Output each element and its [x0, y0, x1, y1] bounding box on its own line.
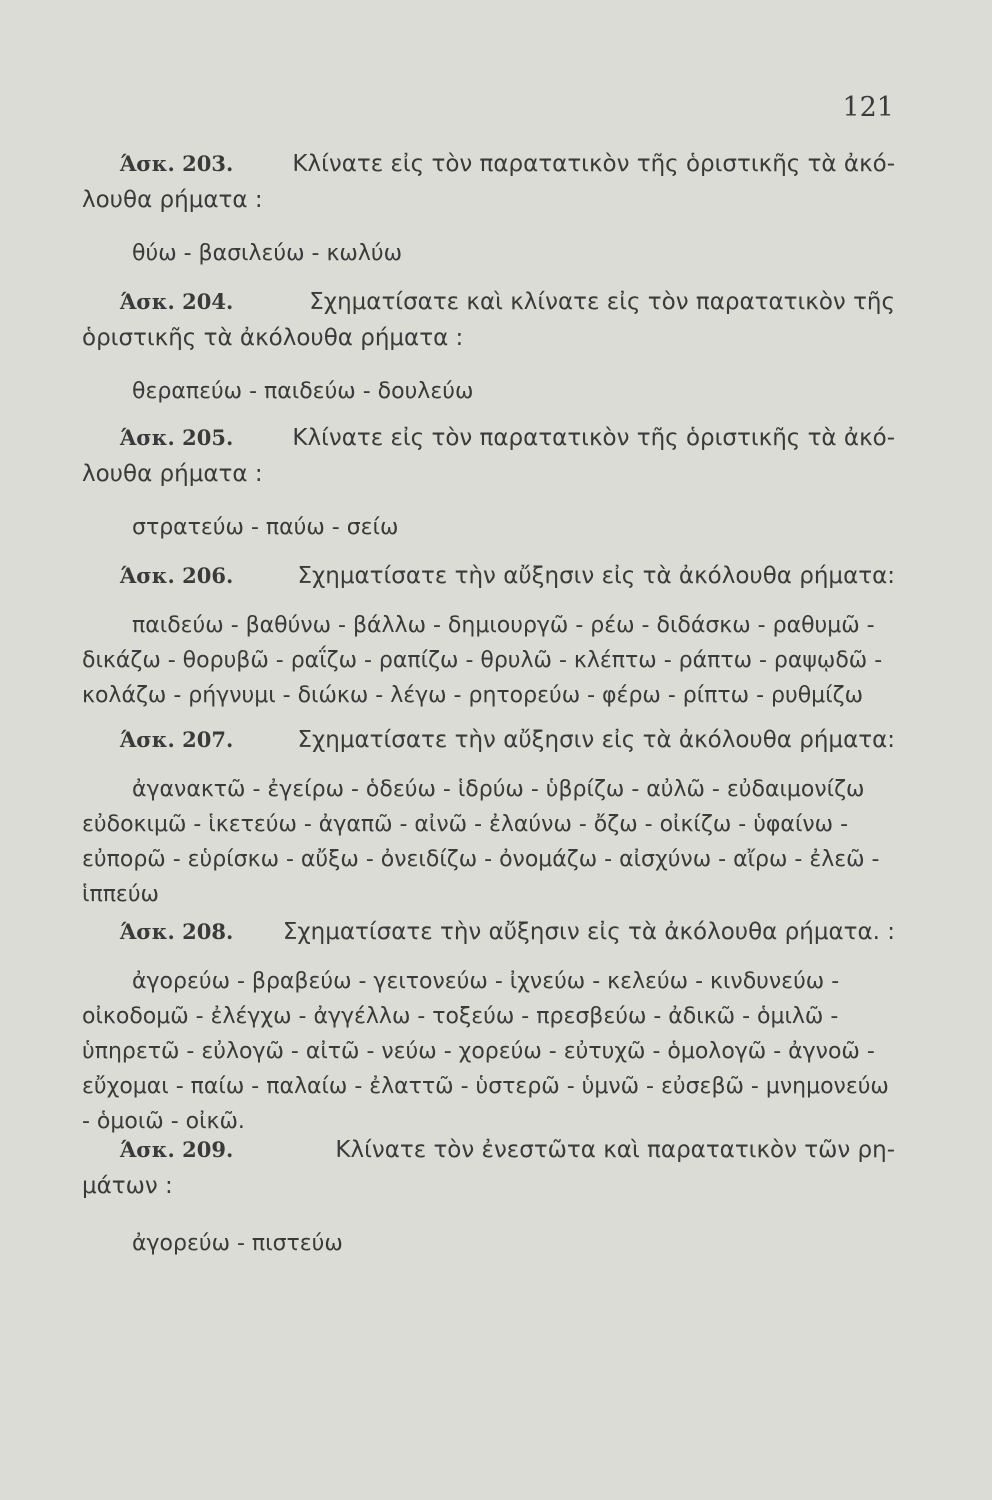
verb-list-line: ὑπηρετῶ - εὐλογῶ - αἰτῶ - νεύω - χορεύω - εὐτυχῶ - ὁμολογῶ - ἀγνοῶ -	[82, 1039, 875, 1064]
verb-list-line: ἱππεύω	[82, 882, 159, 907]
exercise-label: Άσκ. 206.	[120, 563, 234, 588]
exercise-instruction	[82, 146, 895, 182]
page-number: 121	[842, 92, 894, 123]
verb-list-line: ἀγορεύω - βραβεύω - γειτονεύω - ἰχνεύω - κελεύω - κινδυνεύω -	[132, 969, 840, 994]
instruction-text: Σχηματίσατε τὴν αὔξησιν εἰς τὰ ἀκόλουθα ρήματα:	[297, 727, 895, 753]
instruction-continuation: ὁριστικῆς τὰ ἀκόλουθα ρήματα :	[82, 325, 464, 351]
exercise-instruction	[82, 558, 895, 594]
instruction-continuation: μάτων :	[82, 1173, 173, 1199]
verb-list-line: δικάζω - θορυβῶ - ραΐζω - ραπίζω - θρυλῶ - κλέπτω - ράπτω - ραψῳδῶ -	[82, 648, 883, 673]
instruction-text: Κλίνατε τὸν ἐνεστῶτα καὶ παρατατικὸν τῶν ρη-	[335, 1137, 895, 1163]
exercise-label: Άσκ. 208.	[120, 919, 234, 944]
instruction-text: Κλίνατε εἰς τὸν παρατατικὸν τῆς ὁριστικῆς τὰ ἀκό-	[292, 425, 895, 451]
exercise-label: Άσκ. 205.	[120, 425, 234, 450]
exercise-instruction	[82, 1132, 895, 1168]
verb-list-line: θεραπεύω - παιδεύω - δουλεύω	[132, 379, 474, 404]
instruction-continuation: λουθα ρήματα :	[82, 187, 263, 213]
exercise-label: Άσκ. 204.	[120, 289, 234, 314]
instruction-text: Σχηματίσατε τὴν αὔξησιν εἰς τὰ ἀκόλουθα ρήματα. :	[282, 919, 895, 945]
exercise-209	[82, 1132, 895, 1261]
verb-list-line: εὐπορῶ - εὑρίσκω - αὔξω - ὀνειδίζω - ὀνομάζω - αἰσχύνω - αἴρω - ἐλεῶ -	[82, 847, 880, 872]
verb-list-line: παιδεύω - βαθύνω - βάλλω - δημιουργῶ - ρέω - διδάσκω - ραθυμῶ -	[132, 613, 875, 638]
exercise-206	[82, 558, 895, 713]
verb-list-line: εὔχομαι - παίω - παλαίω - ἐλαττῶ - ὑστερῶ - ὑμνῶ - εὐσεβῶ - μνημονεύω	[82, 1074, 889, 1099]
exercise-instruction	[82, 284, 895, 320]
instruction-continuation: λουθα ρήματα :	[82, 461, 263, 487]
verb-list-line: ἀγανακτῶ - ἐγείρω - ὁδεύω - ἱδρύω - ὑβρίζω - αὐλῶ - εὐδαιμονίζω	[132, 777, 865, 802]
exercise-instruction	[82, 420, 895, 456]
instruction-text: Σχηματίσατε τὴν αὔξησιν εἰς τὰ ἀκόλουθα ρήματα:	[297, 563, 895, 589]
exercise-208	[82, 914, 895, 1139]
exercise-207	[82, 722, 895, 912]
exercise-label: Άσκ. 209.	[120, 1137, 234, 1162]
verb-list-line: θύω - βασιλεύω - κωλύω	[132, 241, 403, 266]
instruction-text: Σχηματίσατε καὶ κλίνατε εἰς τὸν παρατατικὸν τῆς	[309, 289, 895, 315]
verb-list-line: οἰκοδομῶ - ἐλέγχω - ἀγγέλλω - τοξεύω - πρεσβεύω - ἀδικῶ - ὁμιλῶ -	[82, 1004, 839, 1029]
exercise-205	[82, 420, 895, 545]
exercise-203	[82, 146, 895, 271]
instruction-text: Κλίνατε εἰς τὸν παρατατικὸν τῆς ὁριστικῆς τὰ ἀκό-	[292, 151, 895, 177]
exercise-204	[82, 284, 895, 409]
verb-list-line: - ὁμοιῶ - οἰκῶ.	[82, 1109, 245, 1134]
exercise-label: Άσκ. 203.	[120, 151, 234, 176]
verb-list-line: εὐδοκιμῶ - ἱκετεύω - ἀγαπῶ - αἰνῶ - ἐλαύνω - ὄζω - οἰκίζω - ὑφαίνω -	[82, 812, 849, 837]
exercise-label: Άσκ. 207.	[120, 727, 234, 752]
verb-list-line: ἀγορεύω - πιστεύω	[132, 1231, 343, 1256]
exercise-instruction	[82, 722, 895, 758]
verb-list-line: στρατεύω - παύω - σείω	[132, 515, 399, 540]
exercise-instruction	[82, 914, 895, 950]
verb-list-line: κολάζω - ρήγνυμι - διώκω - λέγω - ρητορεύω - φέρω - ρίπτω - ρυθμίζω	[82, 683, 863, 708]
